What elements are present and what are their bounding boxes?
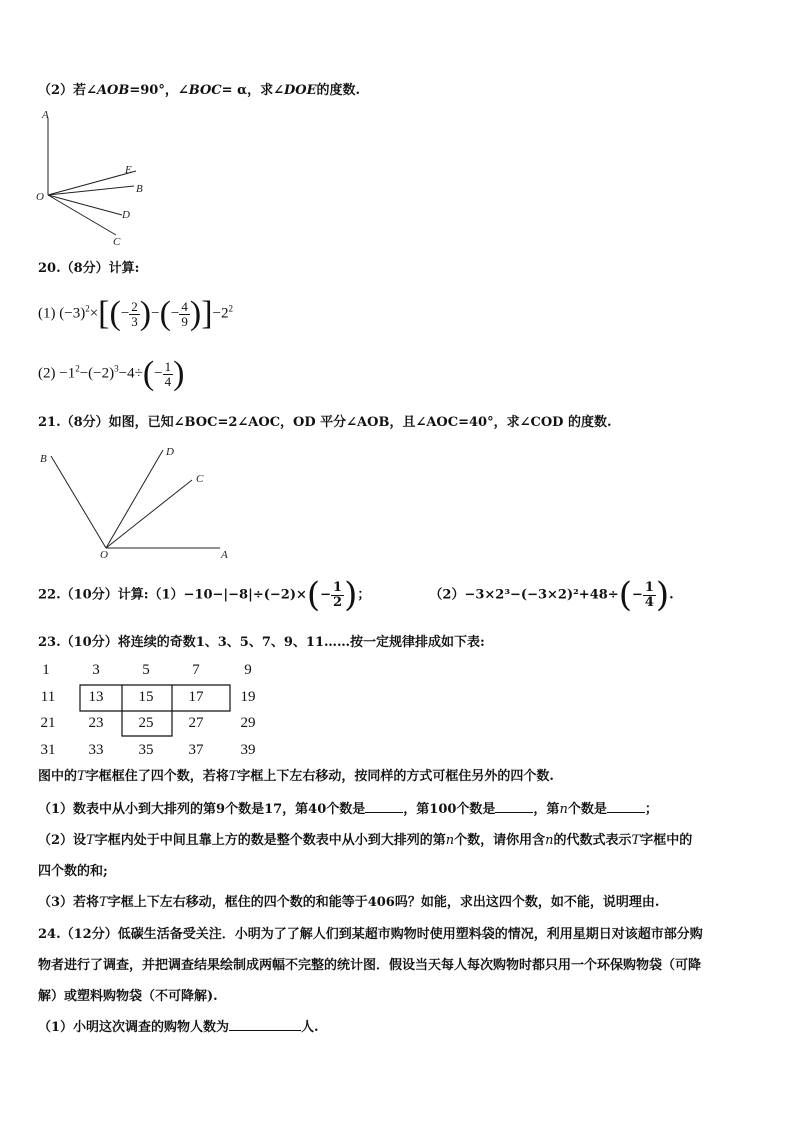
table-cell: 33: [88, 742, 104, 758]
q23-sub1: （1）数表中从小到大排列的第9个数是17，第40个数是 ，第100个数是 ，第n个数是 ；: [38, 802, 658, 817]
table-cell: 29: [240, 715, 256, 731]
q24-sub1: （1）小明这次调查的购物人数为 人.: [38, 1020, 319, 1035]
fig1-label-O: O: [36, 191, 44, 203]
fig2-label-C: C: [196, 473, 204, 485]
q22-line: 22.（10分）计算:（1）−10−|−8|÷(−2)×(− $\frac{1}{2}$ )； （2）−3×2³−(−3×2)²+48÷(− $\frac{1}{4}$ ).: [38, 575, 674, 615]
table-cell: 31: [40, 742, 56, 758]
q23-heading: 23.（10分）将连续的奇数1、3、5、7、9、11……按一定规律排成如下表:: [38, 635, 485, 650]
table-cell: 21: [40, 715, 56, 731]
table-cell: 19: [240, 689, 256, 705]
table-cell: 27: [188, 715, 204, 731]
fig1-label-D: D: [122, 209, 130, 221]
q23-sub2-cont: 四个数的和;: [38, 864, 108, 879]
angle-figure-1: [30, 108, 150, 250]
table-cell: 15: [138, 689, 154, 705]
table-cell: 5: [142, 662, 150, 678]
fig2-label-B: B: [40, 453, 47, 465]
t-frame-outline: [76, 682, 236, 740]
q20-expr-2: $(2) -1^2-(-2)^3-4\div(-$ $\frac{1}{4}$ ): [38, 355, 185, 392]
q21-text: 21.（8分）如图，已知∠BOC=2∠AOC，OD 平分∠AOB，且∠AOC=40°，求∠COD 的度数.: [38, 415, 612, 430]
fig1-label-E: E: [125, 164, 132, 176]
table-cell: 17: [188, 689, 204, 705]
table-cell: 23: [88, 715, 104, 731]
q24-line3: 解）或塑料购物袋（不可降解).: [38, 989, 218, 1004]
q23-desc: 图中的T字框框住了四个数，若将T字框上下左右移动，按同样的方式可框住另外的四个数.: [38, 769, 554, 784]
q24-line2: 物者进行了调查，并把调查结果绘制成两幅不完整的统计图．假设当天每人每次购物时都只用一个环保购物袋（可降: [38, 958, 702, 973]
table-cell: 1: [42, 662, 50, 678]
table-cell: 37: [188, 742, 204, 758]
q23-sub3: （3）若将T字框上下左右移动，框住的四个数的和能等于406吗？如能，求出这四个数，如不能，说明理由.: [38, 895, 660, 910]
table-cell: 13: [88, 689, 104, 705]
angle-figure-2: [36, 442, 236, 562]
table-cell: 9: [244, 662, 252, 678]
table-cell: 7: [192, 662, 200, 678]
fig1-label-C: C: [113, 236, 121, 248]
table-cell: 25: [138, 715, 154, 731]
q23-sub2: （2）设T字框内处于中间且靠上方的数是整个数表中从小到大排列的第n个数，请你用含n的代数式表示T字框中的: [38, 833, 693, 848]
q20-expr-1: (1) $(-3)^2\times[(-$ $\frac{2}{3}$ )−(− $\frac{4}{9}$ )]$-2^2$: [38, 295, 234, 332]
q24-line1: 24.（12分）低碳生活备受关注．小明为了了解人们到某超市购物时使用塑料袋的情况，利用星期日对该超市部分购: [38, 927, 703, 942]
fig1-label-A: A: [42, 109, 49, 121]
fig2-label-A: A: [221, 549, 228, 561]
table-cell: 35: [138, 742, 154, 758]
q20-heading: 20.（8分）计算:: [38, 261, 140, 276]
fig1-label-B: B: [136, 183, 143, 195]
table-cell: 39: [240, 742, 256, 758]
q19-part2: （2）若∠AOB=90°，∠BOC= α，求∠DOE的度数.: [38, 83, 361, 98]
table-cell: 11: [40, 689, 56, 705]
fig2-label-D: D: [166, 446, 174, 458]
table-cell: 3: [92, 662, 100, 678]
fig2-label-O: O: [100, 549, 108, 561]
